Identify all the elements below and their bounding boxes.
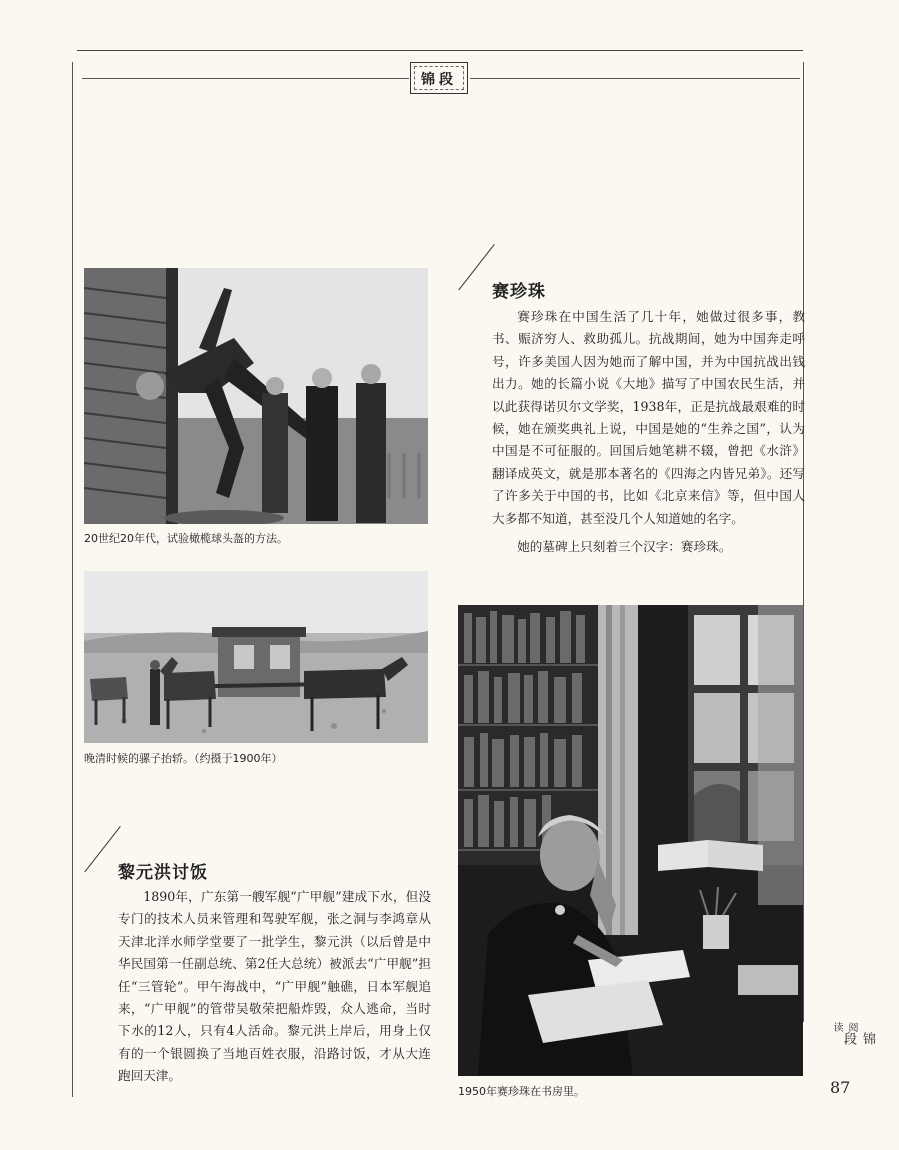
photo-pearl-buck-study bbox=[458, 605, 803, 1076]
caption-helmet-test: 20世纪20年代，试验橄榄球头盔的方法。 bbox=[84, 532, 288, 545]
article-pearl-buck bbox=[492, 306, 805, 558]
column-name: 阅读 bbox=[831, 1022, 857, 1032]
article-li-yuanhong bbox=[118, 886, 431, 1088]
column-section: 锦段 bbox=[841, 1032, 875, 1045]
page-number: 87 bbox=[830, 1078, 851, 1097]
heading-pearl-buck: 赛珍珠 bbox=[492, 282, 546, 302]
heading-slash-li bbox=[84, 826, 120, 872]
top-rule bbox=[77, 50, 803, 51]
header-line-left bbox=[82, 78, 409, 79]
caption-pearl-buck-study: 1950年赛珍珠在书房里。 bbox=[458, 1085, 585, 1098]
li-paragraph-1: 1890年，广东第一艘军舰“广甲舰”建成下水，但没专门的技术人员来管理和驾驶军舰，张之洞与李鸿章从天津北洋水师学堂要了一批学生，黎元洪（以后曾是中华民国第一任副总统、第2任大总统）被派去“广甲舰”担任“三管轮”。甲午海战中，“广甲舰”触礁，日本军舰追来，“广甲舰”的管带吴敬荣把船炸毁，众人逃命，当时下水的12人，只有4人活命。黎元洪上岸后，用身上仅有的一个银圆换了当地百姓衣服，沿路讨饭，才从大连跑回天津。 bbox=[118, 889, 431, 1084]
photo-helmet-test bbox=[84, 268, 428, 524]
photo-mule-litter bbox=[84, 571, 428, 743]
header-line-right bbox=[470, 78, 800, 79]
pearl-paragraph-1: 赛珍珠在中国生活了几十年，她做过很多事，教书、赈济穷人、救助孤儿。抗战期间，她为中国奔走呼号，许多美国人因为她而了解中国，并为中国抗战出钱出力。她的长篇小说《大地》描写了中国农民生活，并以此获得诺贝尔文学奖，1938年，正是抗战最艰难的时候，她在颁奖典礼上说，中国是她的“生养之国”，认为中国是不可征服的。回国后她笔耕不辍，曾把《水浒》翻译成英文，就是那本著名的《四海之内皆兄弟》。还写了许多关于中国的书，比如《北京来信》等，但中国人大多都不知道，甚至没几个人知道她的名字。 bbox=[492, 309, 805, 526]
heading-slash-pearl bbox=[458, 244, 494, 290]
section-tag bbox=[410, 62, 468, 94]
pearl-paragraph-2: 她的墓碑上只刻着三个汉字：赛珍珠。 bbox=[517, 539, 732, 555]
heading-li-yuanhong: 黎元洪讨饭 bbox=[118, 863, 208, 883]
caption-mule-litter: 晚清时候的骡子抬轿。（约摄于1900年） bbox=[84, 752, 283, 765]
section-tag-label: 锦段 bbox=[421, 72, 457, 88]
left-border bbox=[72, 62, 73, 1097]
